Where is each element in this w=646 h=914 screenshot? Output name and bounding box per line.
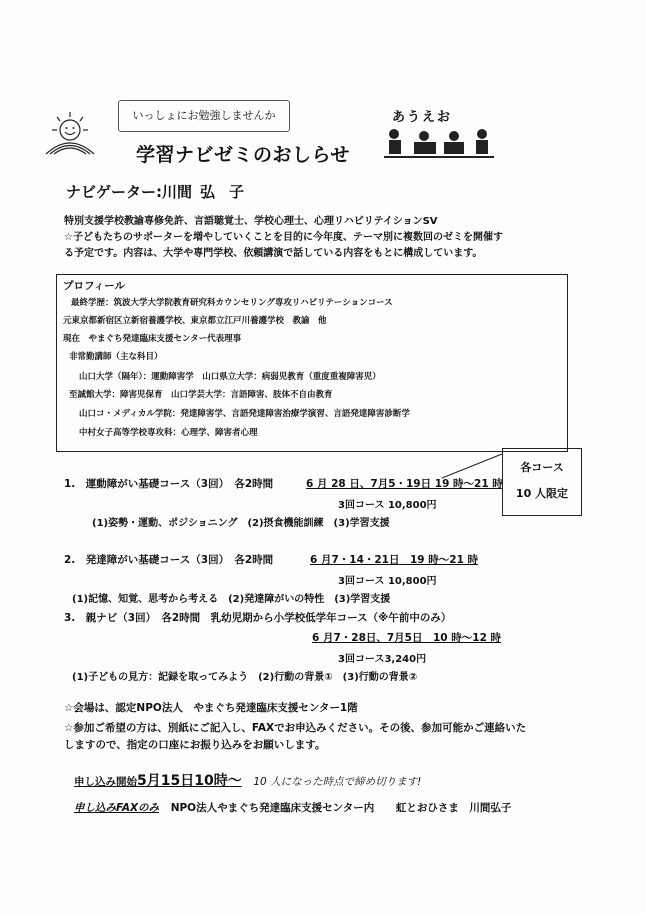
decorative-aiueo-text: あうえお xyxy=(392,110,453,125)
fax-contact: 虹とおひさま 川間弘子 xyxy=(395,802,512,814)
course-3-heading: 3. 親ナビ（3回） 各2時間 乳幼児期から小学校低学年コース（※午前中のみ） xyxy=(64,612,452,624)
course-3-topics: (1)子どもの見方：記録を取ってみよう (2)行動の背景① (3)行動の背景② xyxy=(72,672,418,683)
profile-line: 至誠館大学：障害児保育 山口学芸大学：言語障害、肢体不自由教育 xyxy=(69,390,333,400)
profile-line: 非常勤講師（主な科目） xyxy=(69,352,163,362)
navigator-label: ナビゲーター:川間 xyxy=(66,183,192,201)
profile-line: 元東京都新宿区立新宿養護学校、東京都立江戸川養護学校 教諭 他 xyxy=(63,316,327,326)
profile-heading: プロフィール xyxy=(63,280,125,292)
course-3-dates: 6 月7・28日、7月5日 10 時～12 時 xyxy=(312,632,502,644)
tagline-box: いっしょにお勉強しませんか xyxy=(118,100,290,132)
fax-line xyxy=(74,800,511,815)
profile-line: 山口コ・メディカル学院：発達障害学、言語発達障害治療学演習、言語発達障害診断学 xyxy=(79,409,410,419)
start-label: 申し込み開始 xyxy=(74,776,137,788)
profile-line: 中村女子高等学校専攻科：心理学、障害者心理 xyxy=(79,428,258,438)
course-1-dates: 6 月 28 日、7月5・19日 19 時～21 時 xyxy=(306,478,503,490)
children-illustration xyxy=(384,124,494,164)
intro-line: 特別支援学校教諭専修免許、言語聴覚士、学校心理士、心理リハビリテイションSV xyxy=(64,216,438,227)
course-2-fee: 3回コース 10,800円 xyxy=(338,576,437,587)
course-1-heading: 1. 運動障がい基礎コース（3回） 各2時間 xyxy=(64,478,274,490)
fax-org: NPO法人やまぐち発達臨床支援センター内 xyxy=(170,802,375,814)
limit-line: 各コース xyxy=(520,461,564,474)
fax-label: 申し込みFAXのみ xyxy=(74,802,160,814)
course-2-dates: 6 月7・14・21日 19 時～21 時 xyxy=(310,554,479,566)
profile-line: 山口大学（隔年）：運動障害学 山口県立大学：病弱児教育（重度重複障害児） xyxy=(79,372,381,382)
application-start-line xyxy=(74,770,421,790)
course-3-fee: 3回コース3,240円 xyxy=(338,654,427,665)
profile-line: 現在 やまぐち発達臨床支援センター代表理事 xyxy=(63,334,242,344)
profile-line: 最終学歴：筑波大学大学院教育研究科カウンセリング専攻リハビリテーションコース xyxy=(71,298,393,308)
course-1-fee: 3回コース 10,800円 xyxy=(338,500,437,511)
page-title: 学習ナビゼミのおしらせ xyxy=(136,144,350,166)
navigator-name: 弘子 xyxy=(200,183,259,201)
apply-note-line: ☆参加ご希望の方は、別紙にご記入し、FAXでお申込みください。その後、参加可能かご連絡いた xyxy=(64,722,527,734)
venue-note: ☆会場は、認定NPO法人 やまぐち発達臨床支援センター1階 xyxy=(64,702,358,714)
sun-rainbow-logo xyxy=(38,110,102,162)
limit-box xyxy=(502,448,582,516)
intro-line: ☆子どもたちのサポーターを増やしていくことを目的に今年度、テーマ別に複数回のゼミを開催す xyxy=(64,232,503,243)
apply-note xyxy=(64,720,574,754)
course-2-heading: 2. 発達障がい基礎コース（3回） 各2時間 xyxy=(64,554,274,566)
profile-box xyxy=(56,274,568,452)
course-1-topics: (1)姿勢・運動、ポジショニング (2)摂食機能訓練 (3)学習支援 xyxy=(92,518,390,529)
intro-line: る予定です。内容は、大学や専門学校、依頼講演で話している内容をもとに構成しています。 xyxy=(64,248,483,259)
start-note: 10 人になった時点で締め切ります! xyxy=(253,776,422,788)
intro-text xyxy=(64,214,584,262)
navigator-line xyxy=(66,181,258,202)
apply-note-line: しますので、指定の口座にお振り込みをお願いします。 xyxy=(64,739,326,751)
limit-line: 10 人限定 xyxy=(515,487,569,500)
start-date: 5月15日10時～ xyxy=(137,773,242,789)
course-2-topics: (1)記憶、知覚、思考から考える (2)発達障がいの特性 (3)学習支援 xyxy=(72,594,391,605)
